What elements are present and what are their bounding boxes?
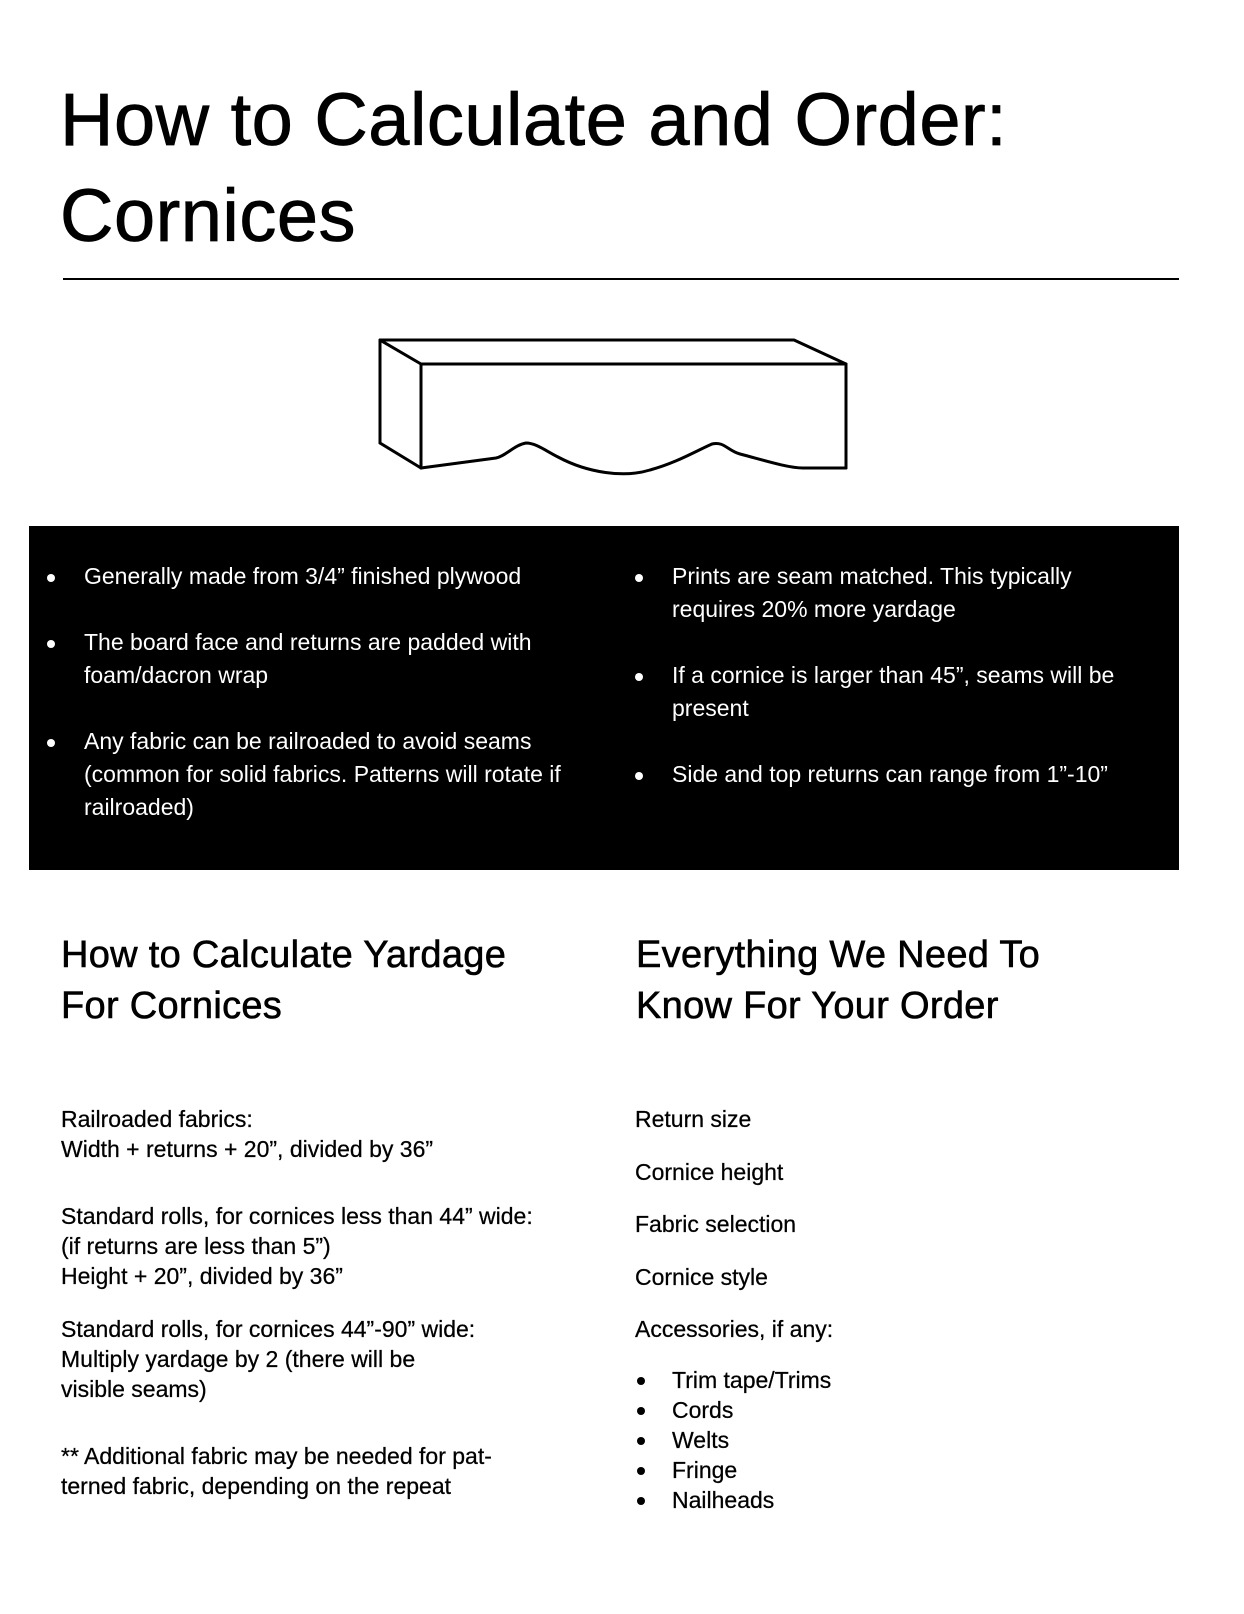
bullet-icon	[635, 673, 643, 681]
order-item-cornice-style: Cornice style	[635, 1264, 768, 1290]
accessory-item: Cords	[635, 1395, 831, 1425]
page-title-line-2: Cornices	[60, 174, 356, 257]
patterned-fabric-note: ** Additional fabric may be needed for pat- terned fabric, depending on the repeat	[61, 1443, 492, 1499]
order-item-cornice-height: Cornice height	[635, 1159, 784, 1185]
feature-item: Generally made from 3/4” finished plywood	[47, 560, 602, 593]
features-list-right	[635, 560, 1155, 824]
feature-item: If a cornice is larger than 45”, seams will be present	[635, 659, 1155, 725]
accessory-item: Fringe	[635, 1455, 831, 1485]
feature-item: The board face and returns are padded with foam/dacron wrap	[47, 626, 602, 692]
order-item-fabric-selection: Fabric selection	[635, 1211, 797, 1237]
accessory-item: Trim tape/Trims	[635, 1365, 831, 1395]
page-title	[60, 72, 1007, 264]
bullet-icon	[635, 574, 643, 582]
page-title-line-1: How to Calculate and Order:	[60, 78, 1008, 161]
feature-item: Any fabric can be railroaded to avoid seams (common for solid fabrics. Patterns will rotate if railroaded)	[47, 725, 602, 824]
order-item-accessories: Accessories, if any:	[635, 1316, 834, 1342]
bullet-icon	[637, 1497, 645, 1505]
accessory-item: Nailheads	[635, 1485, 831, 1515]
railroaded-formula: Railroaded fabrics: Width + returns + 20”, divided by 36”	[61, 1106, 434, 1162]
order-heading: Everything We Need To Know For Your Order	[636, 934, 1041, 1027]
feature-item: Prints are seam matched. This typically requires 20% more yardage	[635, 560, 1155, 626]
bullet-icon	[637, 1377, 645, 1385]
bullet-icon	[637, 1407, 645, 1415]
feature-item: Side and top returns can range from 1”-10”	[635, 758, 1155, 791]
bullet-icon	[47, 640, 55, 648]
bullet-icon	[47, 574, 55, 582]
bullet-icon	[637, 1467, 645, 1475]
accessories-list	[635, 1365, 831, 1515]
standard-small-formula: Standard rolls, for cornices less than 44” wide: (if returns are less than 5”) Height + 20”, divided by 36”	[61, 1203, 533, 1289]
bullet-icon	[635, 772, 643, 780]
title-divider	[63, 278, 1179, 280]
accessory-item: Welts	[635, 1425, 831, 1455]
order-item-return-size: Return size	[635, 1106, 752, 1132]
bullet-icon	[47, 739, 55, 747]
yardage-heading: How to Calculate Yardage For Cornices	[61, 934, 507, 1027]
cornice-box-illustration	[378, 333, 858, 481]
bullet-icon	[637, 1437, 645, 1445]
standard-large-formula: Standard rolls, for cornices 44”-90” wide: Multiply yardage by 2 (there will be visible seams)	[61, 1316, 476, 1402]
features-list-left	[47, 560, 602, 857]
features-panel	[29, 526, 1179, 870]
